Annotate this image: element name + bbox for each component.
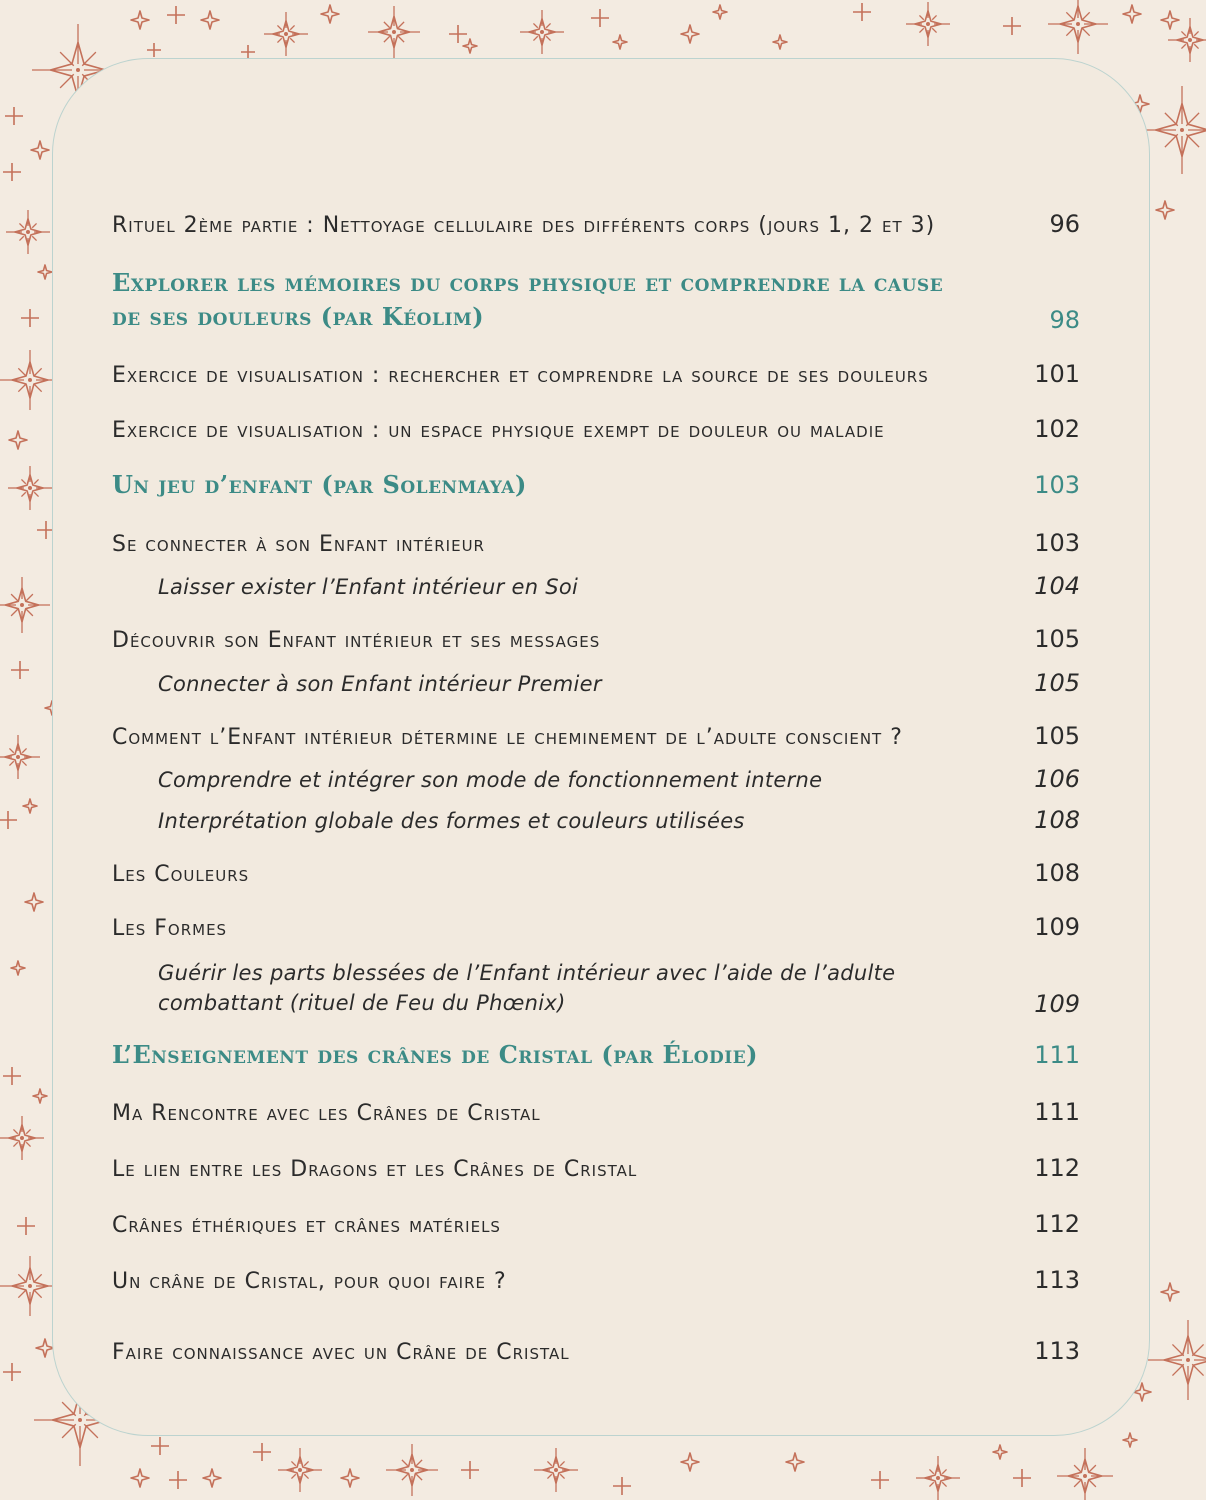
burst-ray: [18, 1290, 25, 1297]
toc-entry: Faire connaissance avec un Crâne de Cristal 113: [112, 1337, 1080, 1365]
burst-ray: [1192, 1344, 1203, 1355]
burst-ray: [942, 1469, 946, 1473]
burst-ray: [19, 223, 23, 227]
plus-star-icon: [449, 25, 467, 43]
plus-star-icon: [169, 1471, 187, 1489]
burst-ray: [384, 22, 390, 28]
burst-star-icon: [76, 68, 80, 72]
toc-chapter: Un jeu d’enfant (par Solenmaya) 103: [112, 470, 1080, 499]
burst-ray: [1082, 28, 1089, 35]
burst-star-icon: [78, 1418, 82, 1422]
sparkle-star-icon: [713, 5, 727, 19]
sparkle-star-icon: [201, 11, 219, 29]
burst-star-icon: [284, 32, 288, 36]
plus-star-icon: [1003, 17, 1021, 35]
burst-ray: [21, 479, 25, 483]
burst-star-icon: [1186, 1358, 1190, 1362]
burst-ray: [277, 38, 281, 42]
toc-subentry: Guérir les parts blessées de l’Enfant intérieur avec l’aide de l’adulte combattant (rituel de Feu du Phœnix) 109: [158, 961, 1080, 1018]
plus-star-icon: [241, 45, 255, 59]
toc-chapter: Explorer les mémoires du corps physique et comprendre la cause de ses douleurs (par Kéolim) 98: [112, 268, 1080, 334]
burst-ray: [402, 1460, 408, 1466]
burst-ray: [929, 1469, 933, 1473]
plus-star-icon: [5, 107, 23, 125]
burst-ray: [1066, 28, 1073, 35]
burst-ray: [416, 1460, 422, 1466]
burst-ray: [932, 15, 936, 19]
burst-ray: [942, 1482, 946, 1486]
burst-ray: [34, 384, 41, 391]
plus-star-icon: [871, 1471, 889, 1489]
burst-ray: [291, 1461, 295, 1465]
sparkle-star-icon: [31, 141, 49, 159]
sparkle-star-icon: [38, 265, 52, 279]
burst-ray: [1194, 31, 1198, 35]
toc-subentry: Laisser exister l’Enfant intérieur en Soi 104: [158, 572, 1080, 600]
burst-ray: [26, 609, 33, 616]
toc-entry: Se connecter à son Enfant intérieur 103: [112, 529, 1080, 557]
toc-entry: Le lien entre les Dragons et les Crânes de Cristal 112: [112, 1154, 1080, 1182]
burst-ray: [18, 1274, 25, 1281]
burst-ray: [1066, 12, 1073, 19]
plus-star-icon: [147, 43, 161, 57]
burst-ray: [546, 23, 550, 27]
burst-ray: [402, 1474, 408, 1480]
burst-ray: [533, 23, 537, 27]
sparkle-star-icon: [681, 25, 699, 43]
burst-ray: [1172, 1344, 1183, 1355]
burst-ray: [398, 36, 404, 42]
burst-ray: [291, 1474, 295, 1478]
toc-entry: Ma Rencontre avec les Crânes de Cristal 111: [112, 1098, 1080, 1126]
subentry-title-line: combattant (rituel de Feu du Phœnix): [158, 991, 566, 1015]
burst-star-icon: [1083, 1474, 1087, 1478]
burst-star-icon: [28, 486, 32, 490]
plus-star-icon: [461, 1461, 479, 1479]
burst-star-icon: [28, 1284, 32, 1288]
burst-ray: [919, 28, 923, 32]
sparkle-star-icon: [11, 961, 25, 975]
sparkle-star-icon: [33, 1089, 47, 1103]
burst-ray: [18, 368, 25, 375]
burst-ray: [34, 368, 41, 375]
plus-star-icon: [3, 1363, 21, 1381]
burst-star-icon: [1076, 22, 1080, 26]
plus-star-icon: [0, 811, 17, 829]
plus-star-icon: [11, 661, 29, 679]
burst-ray: [304, 1461, 308, 1465]
burst-ray: [398, 22, 404, 28]
burst-ray: [22, 761, 26, 765]
burst-ray: [11, 609, 18, 616]
burst-ray: [11, 594, 18, 601]
sparkle-star-icon: [131, 11, 149, 29]
burst-ray: [1181, 31, 1185, 35]
sparkle-star-icon: [613, 35, 627, 49]
sparkle-star-icon: [1156, 201, 1174, 219]
sparkle-star-icon: [1123, 1433, 1137, 1447]
sparkle-star-icon: [9, 431, 27, 449]
burst-ray: [416, 1474, 422, 1480]
burst-ray: [1172, 1364, 1183, 1375]
burst-star-icon: [1180, 128, 1184, 132]
burst-ray: [1089, 1480, 1096, 1487]
burst-star-icon: [16, 755, 20, 759]
sparkle-star-icon: [341, 1469, 359, 1487]
burst-ray: [1194, 44, 1198, 48]
burst-star-icon: [410, 1468, 414, 1472]
plus-star-icon: [21, 309, 39, 327]
burst-ray: [1074, 1480, 1081, 1487]
burst-ray: [26, 594, 33, 601]
sparkle-star-icon: [786, 1453, 804, 1471]
burst-star-icon: [554, 1468, 558, 1472]
sparkle-star-icon: [463, 39, 477, 53]
burst-ray: [18, 384, 25, 391]
burst-ray: [34, 1274, 41, 1281]
burst-star-icon: [936, 1476, 940, 1480]
burst-ray: [560, 1474, 564, 1478]
sparkle-star-icon: [23, 799, 37, 813]
plus-star-icon: [3, 1067, 21, 1085]
plus-star-icon: [853, 3, 871, 21]
burst-ray: [929, 1482, 933, 1486]
burst-star-icon: [392, 30, 396, 34]
burst-ray: [32, 223, 36, 227]
burst-ray: [919, 15, 923, 19]
burst-ray: [1089, 1465, 1096, 1472]
plus-star-icon: [1013, 1469, 1031, 1487]
sparkle-star-icon: [203, 1469, 221, 1487]
toc-entry: Découvrir son Enfant intérieur et ses messages 105: [112, 625, 1080, 653]
sparkle-star-icon: [773, 35, 787, 49]
burst-star-icon: [540, 30, 544, 34]
burst-ray: [34, 479, 38, 483]
burst-ray: [277, 25, 281, 29]
plus-star-icon: [3, 163, 21, 181]
burst-ray: [34, 1290, 41, 1297]
burst-star-icon: [1188, 38, 1192, 42]
burst-ray: [547, 1461, 551, 1465]
toc-entry: Comment l’Enfant intérieur détermine le cheminement de l’adulte conscient ? 105: [112, 722, 1080, 750]
burst-ray: [34, 492, 38, 496]
chapter-title-line: Explorer les mémoires du corps physique et comprendre la cause: [112, 268, 944, 297]
toc-entry: Les Couleurs 108: [112, 859, 1080, 887]
plus-star-icon: [613, 1477, 631, 1495]
burst-ray: [290, 25, 294, 29]
subentry-title-line: Guérir les parts blessées de l’Enfant intérieur avec l’aide de l’adulte: [158, 961, 896, 985]
burst-star-icon: [20, 603, 24, 607]
sparkle-star-icon: [1161, 11, 1179, 29]
burst-ray: [384, 36, 390, 42]
burst-ray: [13, 1129, 17, 1133]
burst-star-icon: [26, 230, 30, 234]
burst-ray: [1082, 12, 1089, 19]
toc-subentry: Comprendre et intégrer son mode de fonctionnement interne 106: [158, 765, 1080, 793]
sparkle-star-icon: [321, 5, 339, 23]
toc-chapter: L’Enseignement des crânes de Cristal (par Élodie) 111: [112, 1040, 1080, 1069]
toc-entry: Rituel 2ème partie : Nettoyage cellulaire des différents corps (jours 1, 2 et 3) 96: [112, 210, 1080, 238]
plus-star-icon: [591, 9, 609, 27]
burst-ray: [932, 28, 936, 32]
toc-subentry: Connecter à son Enfant intérieur Premier 105: [158, 669, 1080, 697]
sparkle-star-icon: [131, 1469, 149, 1487]
burst-ray: [560, 1461, 564, 1465]
burst-ray: [1181, 44, 1185, 48]
burst-ray: [26, 1142, 30, 1146]
toc-entry: Les Formes 109: [112, 913, 1080, 941]
burst-ray: [9, 761, 13, 765]
burst-star-icon: [20, 1136, 24, 1140]
sparkle-star-icon: [1123, 5, 1141, 23]
burst-ray: [1074, 1465, 1081, 1472]
burst-ray: [547, 1474, 551, 1478]
burst-ray: [9, 748, 13, 752]
plus-star-icon: [253, 1443, 271, 1461]
sparkle-star-icon: [993, 1445, 1007, 1459]
burst-ray: [546, 36, 550, 40]
burst-star-icon: [28, 378, 32, 382]
plus-star-icon: [17, 1217, 35, 1235]
burst-ray: [22, 748, 26, 752]
burst-ray: [304, 1474, 308, 1478]
toc-entry: Exercice de visualisation : un espace physique exempt de douleur ou maladie 102: [112, 415, 1080, 443]
burst-ray: [21, 492, 25, 496]
burst-ray: [26, 1129, 30, 1133]
burst-ray: [32, 236, 36, 240]
toc-subentry: Interprétation globale des formes et couleurs utilisées 108: [158, 806, 1080, 834]
sparkle-star-icon: [1161, 1283, 1179, 1301]
burst-ray: [19, 236, 23, 240]
burst-ray: [533, 36, 537, 40]
toc-entry: Un crâne de Cristal, pour quoi faire ? 113: [112, 1266, 1080, 1294]
burst-ray: [13, 1142, 17, 1146]
plus-star-icon: [151, 1437, 169, 1455]
toc-entry: Exercice de visualisation : rechercher et comprendre la source de ses douleurs 101: [112, 360, 1080, 388]
chapter-title-line: de ses douleurs (par Kéolim): [112, 302, 485, 331]
toc-entry: Crânes éthériques et crânes matériels 112: [112, 1210, 1080, 1238]
burst-ray: [1192, 1364, 1203, 1375]
plus-star-icon: [167, 6, 185, 24]
sparkle-star-icon: [25, 893, 43, 911]
sparkle-star-icon: [681, 1453, 699, 1471]
burst-star-icon: [298, 1468, 302, 1472]
burst-ray: [290, 38, 294, 42]
burst-star-icon: [926, 22, 930, 26]
